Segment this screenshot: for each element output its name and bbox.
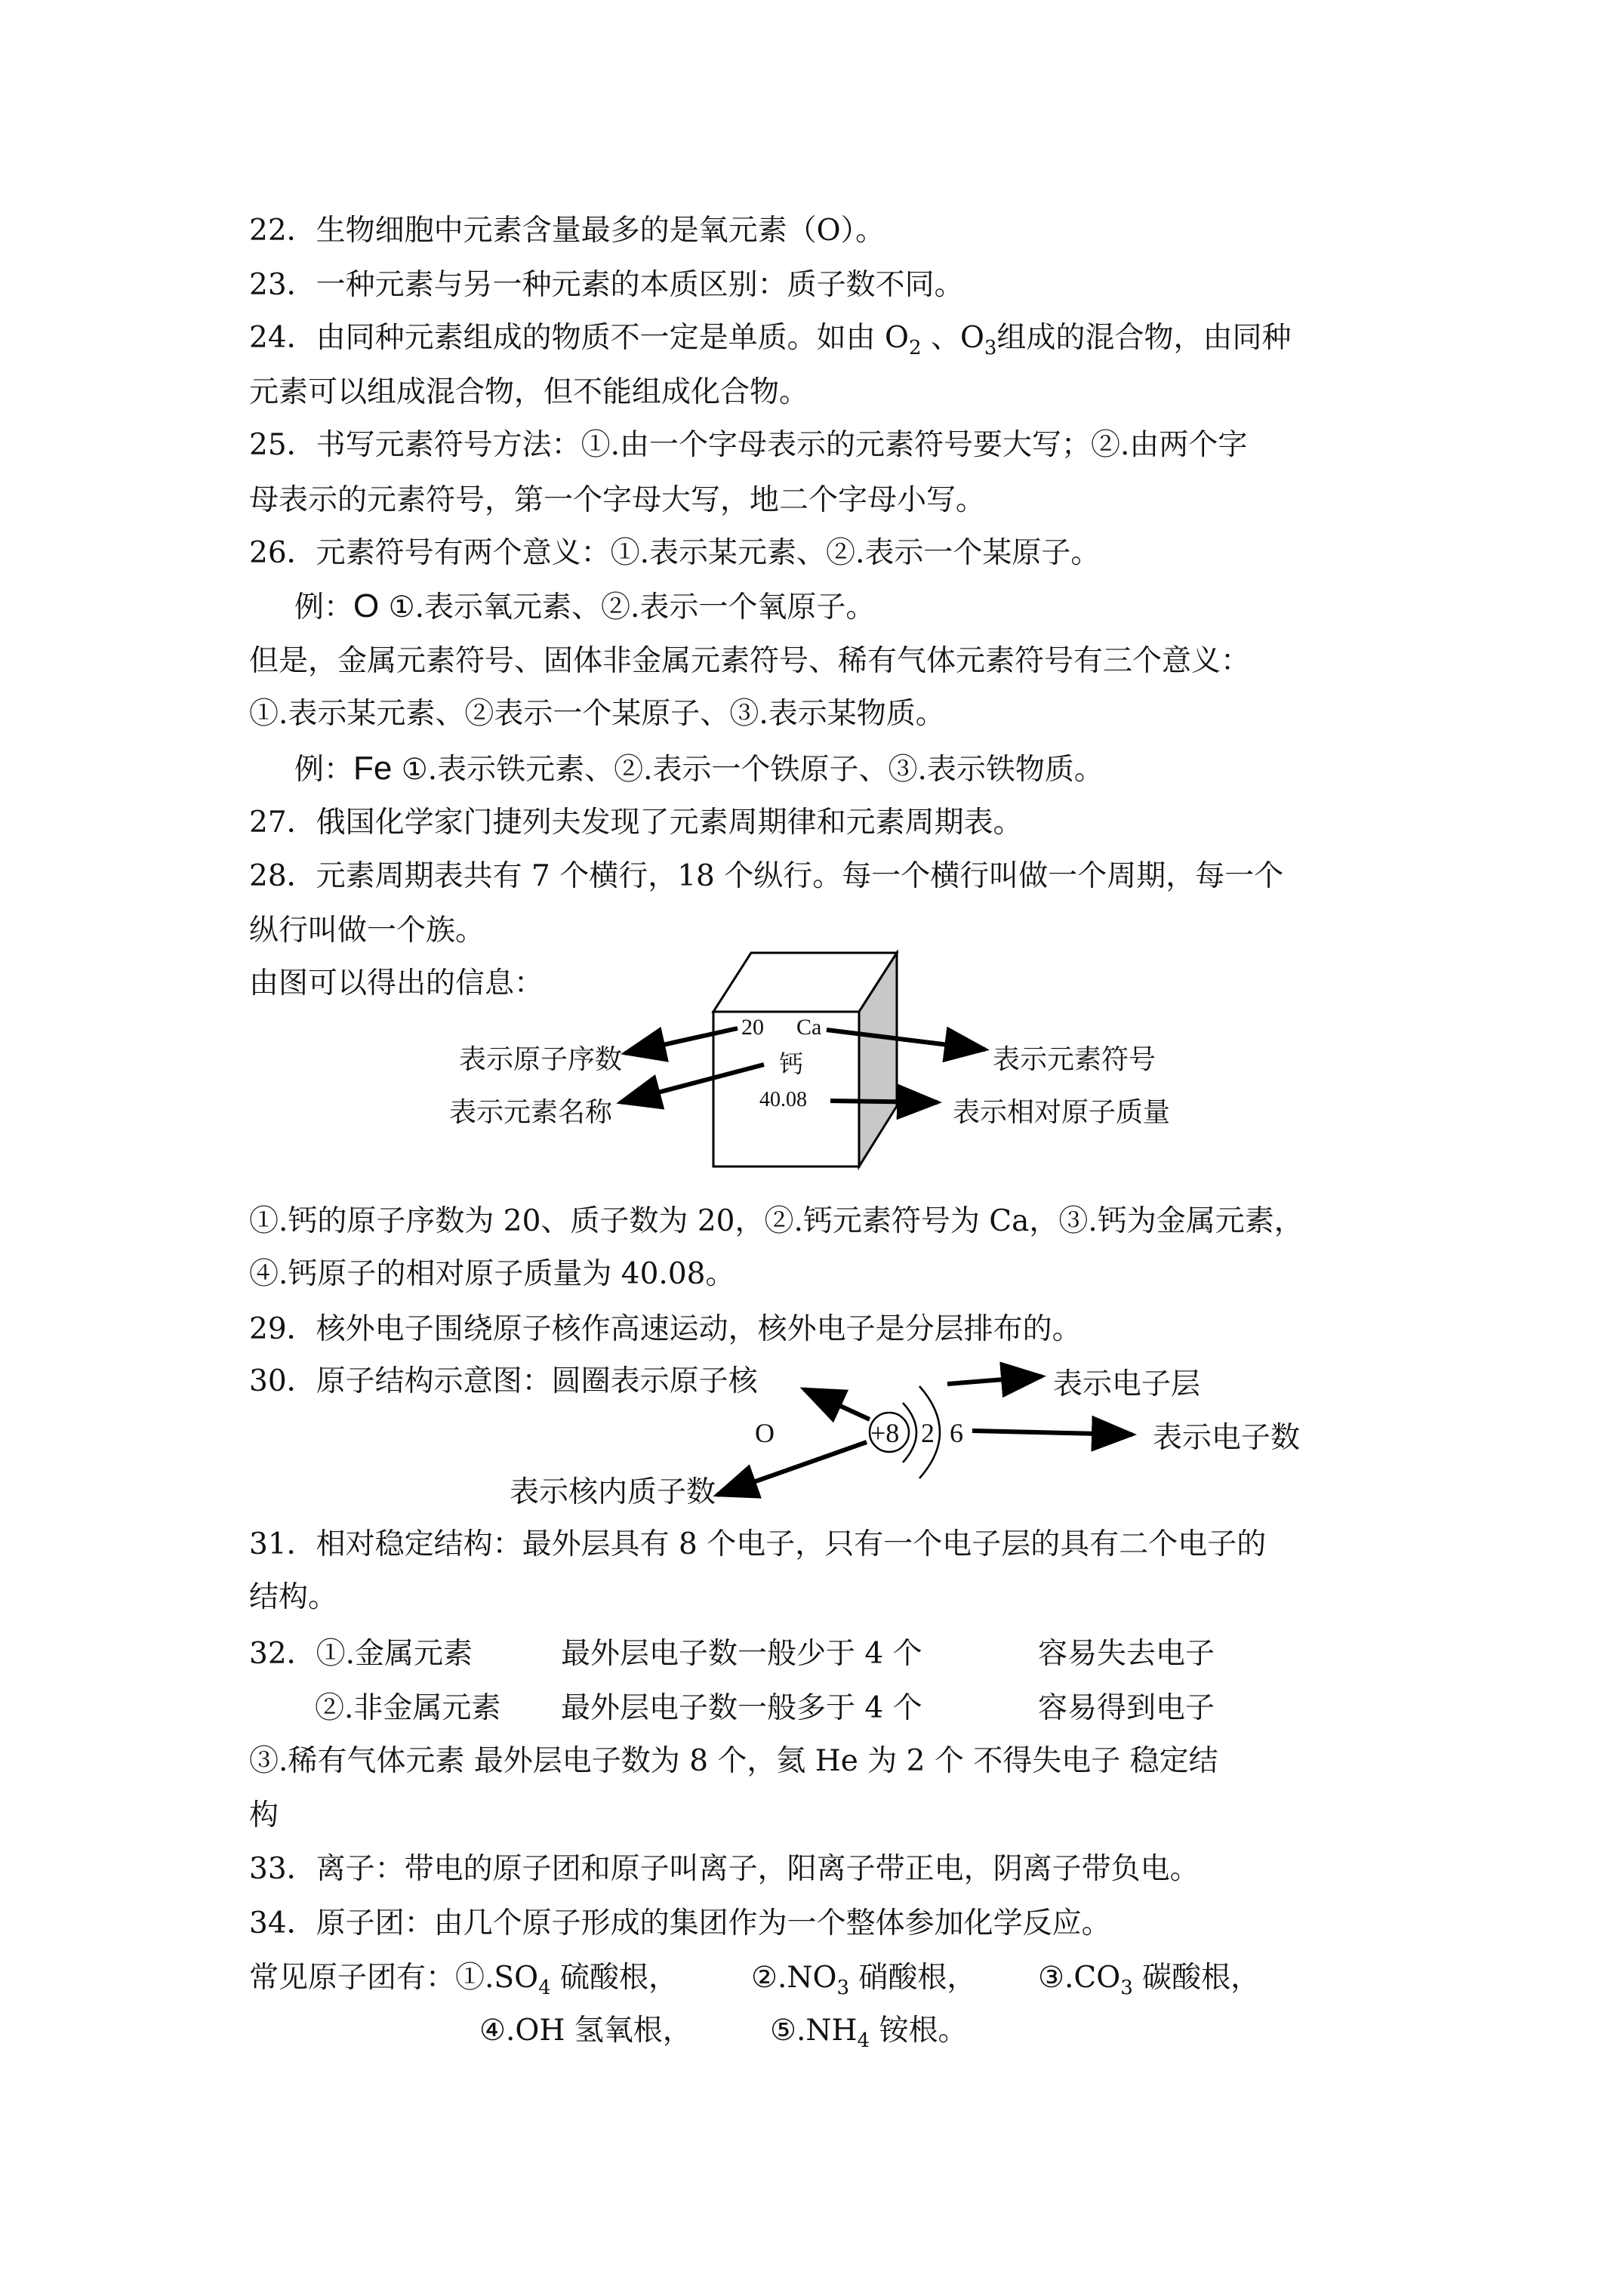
subscript: 2 [909, 336, 922, 359]
subscript: 4 [538, 1976, 551, 1999]
item-31-line1: 31．相对稳定结构：最外层具有 8 个电子，只有一个电子层的具有二个电子的 [249, 1527, 1267, 1561]
item-28-line4: ①.钙的原子序数为 20、质子数为 20，②.钙元素符号为 Ca，③.钙为金属元素， [249, 1204, 1304, 1238]
shell-2-electrons: 6 [950, 1418, 963, 1448]
group-nh4 [770, 2010, 967, 2062]
item-32-row3: ③.稀有气体元素 最外层电子数为 8 个，氦 He 为 2 个 不得失电子 稳定结 [249, 1744, 1218, 1778]
group-name: 铵根。 [870, 2014, 968, 2048]
item-32-row1 [249, 1633, 1397, 1675]
atomic-mass: 40.08 [759, 1088, 807, 1111]
item-24-text: 24．由同种元素组成的物质不一定是单质。如由 O [249, 321, 909, 355]
item-31-line2: 结构。 [249, 1580, 338, 1614]
label-atomic-number: 表示原子序数 [459, 1044, 623, 1075]
label-electrons: 表示电子数 [1153, 1421, 1301, 1455]
item-34-groups-row1 [249, 1957, 1397, 2009]
item-26-line3: 但是，金属元素符号、固体非金属元素符号、稀有气体元素符号有三个意义： [249, 644, 1251, 678]
item-30: 30．原子结构示意图：圆圈表示原子核 [249, 1364, 758, 1398]
col-type: 32．①.金属元素 [249, 1637, 473, 1671]
label-protons: 表示核内质子数 [510, 1475, 716, 1509]
element-symbol: O [353, 587, 380, 624]
item-24-text: 、O [921, 321, 984, 355]
item-29: 29．核外电子围绕原子核作高速运动，核外电子是分层排布的。 [249, 1312, 1082, 1346]
arrow-electrons [972, 1431, 1132, 1435]
subscript: 3 [836, 1976, 850, 1999]
subscript: 3 [984, 336, 997, 359]
subscript: 4 [857, 2029, 870, 2052]
group-name: 碳酸根， [1132, 1961, 1261, 1995]
shell-1-electrons: 2 [921, 1418, 935, 1448]
group-formula: ⑤.NH [770, 2014, 858, 2048]
group-formula: ②.NO [751, 1961, 837, 1995]
group-formula: 常见原子团有：①.SO [249, 1961, 539, 1995]
item-22: 22．生物细胞中元素含量最多的是氧元素（O）。 [249, 214, 885, 248]
group-name: 硫酸根， [550, 1961, 679, 1995]
label-name: 表示元素名称 [449, 1097, 613, 1128]
item-34-line1: 34．原子团：由几个原子形成的集团作为一个整体参加化学反应。 [249, 1906, 1111, 1940]
group-no3 [751, 1957, 976, 2009]
item-28-line5: ④.钙原子的相对原子质量为 40.08。 [249, 1257, 735, 1291]
col-count: 最外层电子数一般多于 4 个 [561, 1691, 922, 1725]
col-behavior: 容易失去电子 [1038, 1637, 1215, 1671]
item-24-text: 组成的混合物，由同种 [996, 321, 1292, 355]
subscript: 3 [1120, 1976, 1133, 1999]
item-26-line1: 26．元素符号有两个意义：①.表示某元素、②.表示一个某原子。 [249, 536, 1101, 570]
item-28-line1: 28．元素周期表共有 7 个横行，18 个纵行。每一个横行叫做一个周期，每一个 [249, 859, 1284, 893]
example-text: ①.表示铁元素、②.表示一个铁原子、③.表示铁物质。 [392, 753, 1104, 787]
arrow-nucleus [804, 1389, 870, 1419]
label-mass: 表示相对原子质量 [953, 1097, 1171, 1128]
col-count: 最外层电子数一般少于 4 个 [561, 1637, 922, 1671]
example-label: 例： [294, 590, 354, 624]
col-behavior: 容易得到电子 [1038, 1691, 1215, 1725]
item-27: 27．俄国化学家门捷列夫发现了元素周期律和元素周期表。 [249, 806, 1023, 840]
item-28-line2: 纵行叫做一个族。 [249, 914, 485, 948]
item-32-row4: 构 [249, 1798, 279, 1832]
arrow-shell [947, 1376, 1042, 1384]
example-label: 例： [294, 753, 354, 787]
nucleus-charge: +8 [870, 1418, 900, 1448]
group-formula: ③.CO [1038, 1961, 1121, 1995]
group-oh: ④.OH 氢氧根， [479, 2014, 692, 2048]
col-type: ②.非金属元素 [315, 1691, 501, 1725]
atom-element: O [755, 1418, 775, 1448]
label-shell: 表示电子层 [1053, 1367, 1201, 1401]
item-28-line3: 由图可以得出的信息： [249, 966, 544, 1000]
example-text: ①.表示氧元素、②.表示一个氧原子。 [379, 590, 876, 624]
group-name: 硝酸根， [849, 1961, 977, 1995]
item-23: 23．一种元素与另一种元素的本质区别：质子数不同。 [249, 268, 964, 302]
group-co3 [1038, 1957, 1260, 2009]
label-symbol: 表示元素符号 [993, 1044, 1156, 1075]
item-33: 33．离子：带电的原子团和原子叫离子，阳离子带正电，阴离子带负电。 [249, 1852, 1200, 1886]
item-26-line4: ①.表示某元素、②表示一个某原子、③.表示某物质。 [249, 697, 945, 731]
arrow-protons [717, 1442, 867, 1495]
item-24-line2: 元素可以组成混合物，但不能组成化合物。 [249, 375, 809, 409]
element-symbol-ca: Ca [796, 1015, 822, 1040]
item-25-line2: 母表示的元素符号，第一个字母大写，地二个字母小写。 [249, 483, 986, 517]
element-symbol: Fe [353, 750, 393, 787]
item-25-line1: 25．书写元素符号方法：①.由一个字母表示的元素符号要大写；②.由两个字 [249, 428, 1248, 462]
element-name: 钙 [779, 1050, 804, 1077]
group-so4 [249, 1961, 679, 1999]
atomic-number: 20 [741, 1015, 764, 1040]
